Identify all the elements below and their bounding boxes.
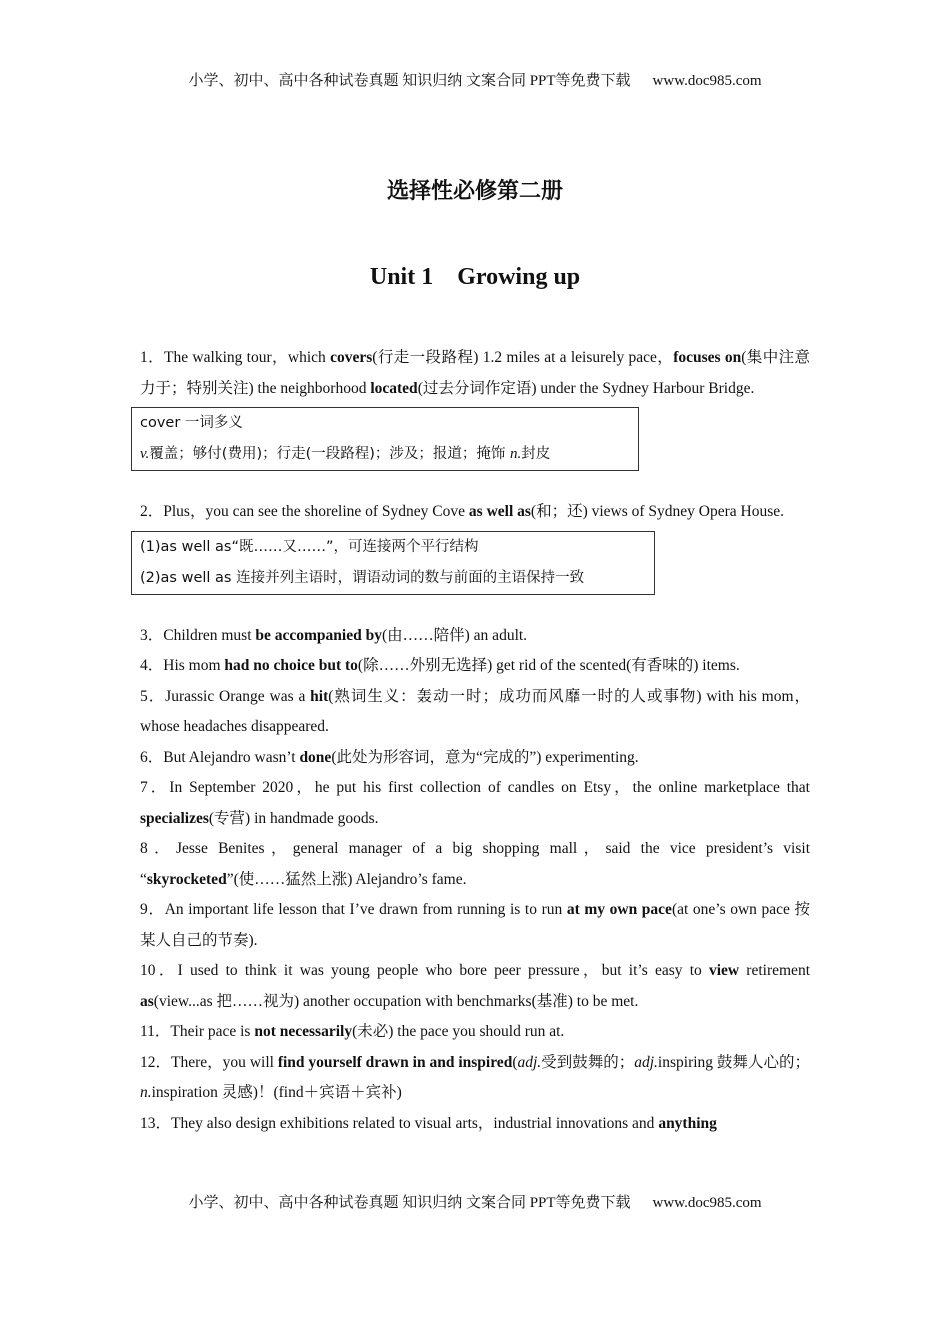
page-header (0, 69, 950, 90)
unit-name: Growing up (457, 264, 581, 290)
item-5: 5．Jurassic Orange was a hit(熟词生义：轰动一时；成功而风靡一时的人或事物) with his mom，whose headaches disappeared. (140, 687, 810, 735)
item-2: 2．Plus，you can see the shoreline of Sydney Cove as well as(和；还) views of Sydney Opera House. (140, 503, 785, 520)
item-7: 7．In September 2020，he put his first collection of candles on Etsy，the online marketplace that specializes(专营) in handmade goods. (140, 779, 810, 827)
item-13: 13．They also design exhibitions related to visual arts，industrial innovations and anything (140, 1114, 717, 1132)
note-box-cover (131, 407, 639, 471)
item-6: 6．But Alejandro wasn’t done(此处为形容词，意为“完成的”) experimenting. (140, 748, 639, 766)
note-line: cover 一词多义 (140, 415, 243, 431)
page-title: 选择性必修第二册 (386, 179, 563, 204)
note-box-as-well-as (131, 531, 655, 595)
content (140, 343, 810, 1139)
note-line: (2)as well as 连接并列主语时，谓语动词的数与前面的主语保持一致 (140, 569, 585, 586)
footer-url: www.doc985.com (652, 1195, 762, 1211)
unit-title (0, 264, 950, 291)
item-11: 11．Their pace is not necessarily(未必) the pace you should run at. (140, 1023, 565, 1040)
header-url: www.doc985.com (652, 73, 762, 89)
note-line: (1)as well as“既……又……”，可连接两个平行结构 (140, 538, 479, 555)
item-12: 12．There，you will find yourself drawn in and inspired(adj.受到鼓舞的；adj.inspiring 鼓舞人心的；n.inspiration 灵感)！(find＋宾语＋宾补) (140, 1053, 810, 1101)
page-footer (0, 1191, 950, 1212)
header-text: 小学、初中、高中各种试卷真题 知识归纳 文案合同 PPT等免费下载 (188, 73, 631, 89)
unit-number: Unit 1 (369, 264, 434, 290)
item-10: 10．I used to think it was young people who bore peer pressure，but it’s easy to view retirement as(view...as 把……视为) another occupation with benchmarks(基准) to be met. (140, 962, 810, 1010)
item-3: 3．Children must be accompanied by(由……陪伴) an adult. (140, 626, 528, 644)
item-9: 9．An important life lesson that I’ve drawn from running is to run at my own pace(at one’s own pace 按某人自己的节奏). (140, 901, 810, 949)
note-line: v.覆盖；够付(费用)；行走(一段路程)；涉及；报道；掩饰 n.封皮 (140, 446, 551, 462)
footer-text: 小学、初中、高中各种试卷真题 知识归纳 文案合同 PPT等免费下载 (188, 1195, 631, 1211)
item-4: 4．His mom had no choice but to(除……外别无选择) get rid of the scented(有香味的) items. (140, 657, 740, 674)
item-1: 1．The walking tour，which covers(行走一段路程) 1.2 miles at a leisurely pace，focuses on(集中注意力于；特别关注) the neighborhood located(过去分词作定语) under the Sydney Harbour Bridge. (140, 349, 810, 397)
item-8: 8．Jesse Benites，general manager of a big shopping mall，said the vice president’s visit “skyrocketed”(使……猛然上涨) Alejandro’s fame. (140, 840, 810, 888)
